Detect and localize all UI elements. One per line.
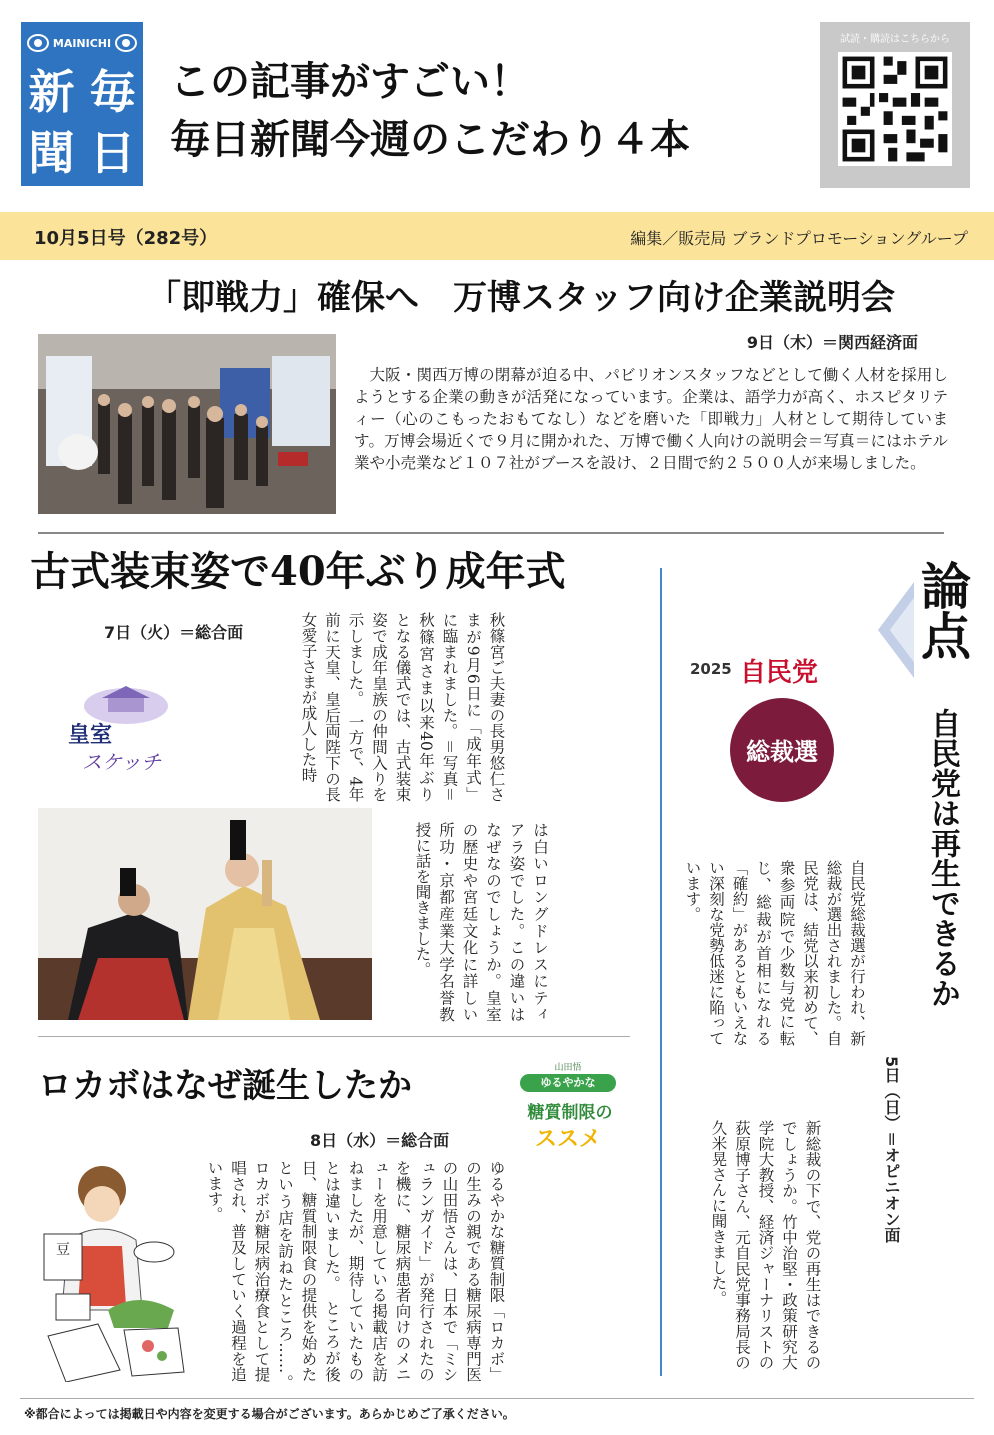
article2-body-part1: 秋篠宮ご夫妻の長男悠仁さまが9月6日に「成年式」に臨まれました。＝写真＝秋篠宮さま以来40年ぶりとなる儀式では、古式装束姿で成年皇族の仲間入りを示しました。 一方で、4年前に天皇、皇后両陛下の長女愛子さまが成人した時 [299,612,506,802]
divider [38,532,944,534]
coming-of-age-ceremony-photo [38,808,372,1020]
illus-label: 豆 [56,1242,70,1258]
lowcarb-susume: ススメ [534,1127,601,1152]
ldp-leadership-election-logo [690,652,850,802]
ldp-election: 総裁選 [746,738,818,766]
sketch-logo-text-2: スケッチ [82,750,161,774]
article3-title[interactable]: ロカボはなぜ誕生したか [38,1066,412,1106]
woman-with-food-illustration [38,1160,188,1382]
column-divider [660,568,662,1376]
issue-band [0,212,994,260]
expo-fair-photo [38,334,336,514]
headline-line2: 毎日新聞今週のこだわり４本 [170,117,690,163]
logo-wordmark: MAINICHI [21,28,143,58]
ronten-body-part2: 新総裁の下で、党の再生はできるのでしょうか。竹中治堅・政策研究大学院大教授、経済ジャーナリストの荻原博子さん、元自民党事務局長の久米晃さんに聞きました。 [709,1120,822,1370]
ronten-label: 論点 [913,560,972,660]
article1-title[interactable]: 「即戦力」確保へ 万博スタッフ向け企業説明会 [147,278,895,318]
chevron-deco-icon [868,572,914,688]
eye-icon [27,34,49,52]
qr-code-icon[interactable] [838,52,952,166]
divider [38,1036,630,1037]
ronten-headline[interactable]: 自民党は再生できるか [925,708,960,1008]
ronten-body-part1: 自民党総裁選が行われ、新総裁が選出されました。自民党は、結党以来初めて、衆参両院で少数与党に転じ、総裁が首相になれる「確約」があるともいえない深刻な党勢低迷に陥っています。 [683,860,866,1046]
logo-char: 聞 [28,126,75,180]
low-carb-series-logo [512,1060,624,1152]
logo-char: 毎 [89,65,136,119]
mainichi-logo [21,22,143,186]
footnote: ※都合によっては掲載日や内容を変更する場合がございます。あらかじめご了承ください。 [24,1407,515,1421]
lowcarb-main: 糖質制限の [527,1103,613,1123]
issue-number: 10月5日号（282号） [34,228,218,249]
ronten-date: 5日（日）＝オピニオン面 [882,1056,901,1244]
editor-credit: 編集／販売局 ブランドプロモーショングループ [630,229,968,248]
sketch-logo-text-1: 皇室 [68,722,113,748]
lowcarb-author: 山田悟 [554,1063,582,1073]
ldp-circle [730,698,834,802]
ldp-year: 2025 [690,660,732,678]
article2-title[interactable]: 古式装束姿で40年ぶり成年式 [30,548,566,595]
imperial-sketch-logo [68,682,182,776]
qr-label: 試読・購読はこちらから [840,34,950,45]
lowcarb-pill: ゆるやかな [520,1074,616,1092]
article1-date: 9日（木）＝関西経済面 [746,333,918,352]
logo-char: 新 [28,65,75,119]
article1-body: 大阪・関西万博の閉幕が迫る中、パビリオンスタッフなどとして働く人材を採用しようとする企業の動きが活発になっています。企業は、語学力が高く、ホスピタリティー（心のこもったおもてなし）などを磨いた「即戦力」人材として期待しています。万博会場近くで９月に開かれた、万博で働く人向けの説明会＝写真＝にはホテル業や小売業など１０７社がブースを設け、２日間で約２５００人が来場しました。 [354,366,948,472]
logo-char: 日 [89,126,136,180]
ldp-party-name: 自民党 [740,658,819,688]
article3-body: ゆるやかな糖質制限「ロカボ」の生みの親である糖尿病専門医の山田悟さんは、日本で「ミシュランガイド」が発行されたのを機に、糖尿病患者向けのメニューを用意している掲載店を訪ねましたが、期待していたものとは違いました。 ところが後日、糖質制限食の提供を始めたという店を訪ねたところ……。 ロカボが糖尿病治療食として提唱され、普及していく過程を追います。 [205,1160,506,1398]
logo-characters [21,62,143,184]
headline-line1: この記事がすごい！ [170,59,530,105]
divider [20,1398,974,1399]
article3-date: 8日（水）＝総合面 [310,1131,450,1150]
article2-date: 7日（火）＝総合面 [104,623,244,642]
eye-icon [115,34,137,52]
qr-panel[interactable] [820,22,970,188]
article2-body-part2: は白いロングドレスにティアラ姿でした。この違いはなぜなのでしょうか。皇室の歴史や宮廷文化に詳しい所功・京都産業大学名誉教授に話を聞きました。 [413,822,549,1022]
